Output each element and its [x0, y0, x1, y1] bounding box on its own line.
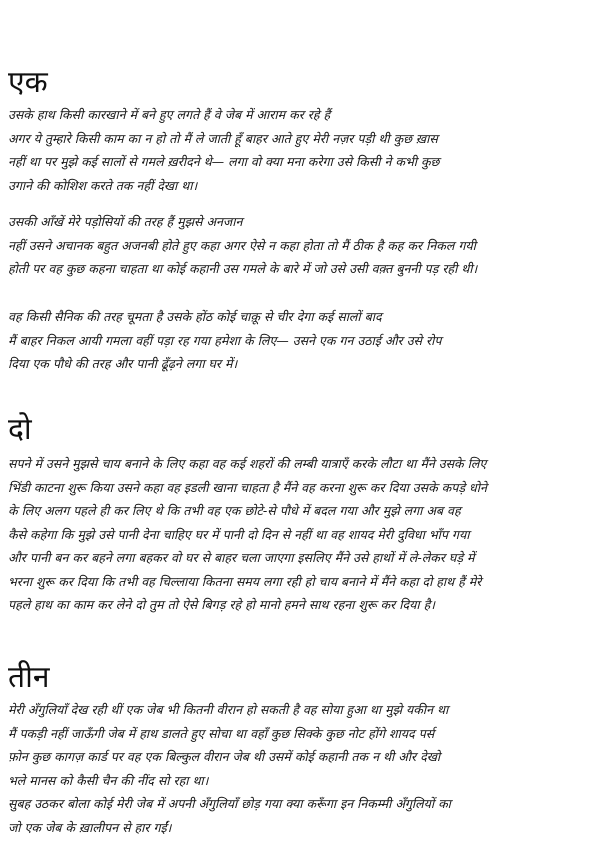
text-line: दिया एक पौधे की तरह और पानी ढूँढ़ने लगा घर में। — [8, 356, 238, 371]
text-line: होती पर वह कुछ कहना चाहता था कोई कहानी उस गमले के बारे में जो उसे उसी वक़्त बुननी पड़ रही थी। — [8, 261, 478, 276]
text-line: उसकी आँखें मेरे पड़ोसियों की तरह हैं मुझसे अनजान — [8, 214, 243, 229]
text-line: भले मानस को कैसी चैन की नींद सो रहा था। — [8, 772, 209, 788]
text-line: जो एक जेब के ख़ालीपन से हार गईं। — [8, 819, 172, 835]
section-heading-3: तीन — [8, 660, 50, 695]
text-line: नहीं था पर मुझे कई सालों से गमले ख़रीदने थे— लगा वो क्या मना करेगा उसे किसी ने कभी कुछ — [8, 154, 440, 169]
text-line: मेरी अँगुलियाँ देख रही थीं एक जेब भी कितनी वीरान हो सकती है वह सोया हुआ था मुझे यकीन था — [8, 702, 449, 717]
text-line: सुबह उठकर बोला कोई मेरी जेब में अपनी अँगुलियाँ छोड़ गया क्या करूँगा इन निकम्मी अँगुलियों का — [8, 796, 451, 811]
text-line: अगर ये तुम्हारे किसी काम का न हो तो मैं ले जाती हूँ बाहर आते हुए मेरी नज़र पड़ी थी कुछ ख़ास — [8, 130, 438, 146]
text-line: नहीं उसने अचानक बहुत अजनबी होते हुए कहा अगर ऐसे न कहा होता तो मैं ठीक है कह कर निकल गयी — [8, 237, 476, 253]
paragraph-1-2 — [8, 210, 592, 281]
text-line: उगाने की कोशिश करते तक नहीं देखा था। — [8, 177, 198, 193]
paragraph-2-1 — [8, 452, 592, 617]
text-line: उसके हाथ किसी कारखाने में बने हुए लगते हैं वे जेब में आराम कर रहे हैं — [8, 107, 331, 122]
text-line: मैं बाहर निकल आयी गमला वहीं पड़ा रह गया हमेशा के लिए— उसने एक गन उठाई और उसे रोप — [8, 332, 442, 348]
paragraph-1-1 — [8, 103, 592, 197]
text-line: फ़ोन कुछ कागज़ कार्ड पर वह एक बिल्कुल वीरान जेब थी उसमें कोई कहानी तक न थी और देखो — [8, 749, 441, 764]
text-line: और पानी बन कर बहने लगा बहकर वो घर से बाहर चला जाएगा इसलिए मैंने उसे हाथों में ले-लेकर घड़े में — [8, 550, 475, 565]
text-line: सपने में उसने मुझसे चाय बनाने के लिए कहा वह कई शहरों की लम्बी यात्राएँ करके लौटा था मैंने उसके लिए — [8, 456, 487, 471]
text-line: भिंडी काटना शुरू किया उसने कहा वह इडली खाना चाहता है मैंने वह करना शुरू कर दिया उसके कपड़े धोने — [8, 479, 487, 495]
section-heading-1: एक — [8, 65, 48, 100]
text-line: वह किसी सैनिक की तरह चूमता है उसके होंठ कोई चाक़ू से चीर देगा कई सालों बाद — [8, 309, 382, 324]
text-line: कैसे कहेगा कि मुझे उसे पानी देना चाहिए घर में पानी दो दिन से नहीं था वह शायद मेरी दुविधा भाँप गया — [8, 526, 470, 542]
text-line: मैं पकड़ी नहीं जाऊँगी जेब में हाथ डालते हुए सोचा था वहाँ कुछ सिक्के कुछ नोट होंगे शायद पर्स — [8, 725, 435, 741]
paragraph-1-3 — [8, 305, 592, 376]
text-line: पहले हाथ का काम कर लेने दो तुम तो ऐसे बिगड़ रहे हो मानो हमने साथ रहना शुरू कर दिया है। — [8, 597, 435, 612]
poem-page — [8, 0, 592, 866]
paragraph-3-1 — [8, 698, 592, 839]
text-line: के लिए अलग पहले ही कर लिए थे कि तभी वह एक छोटे-से पौधे में बदल गया और मुझे लगा अब वह — [8, 503, 461, 518]
section-heading-2: दो — [8, 412, 32, 447]
text-line: भरना शुरू कर दिया कि तभी वह चिल्लाया कितना समय लगा रही हो चाय बनाने में मैंने कहा दो हाथ हैं मेरे — [8, 573, 482, 589]
